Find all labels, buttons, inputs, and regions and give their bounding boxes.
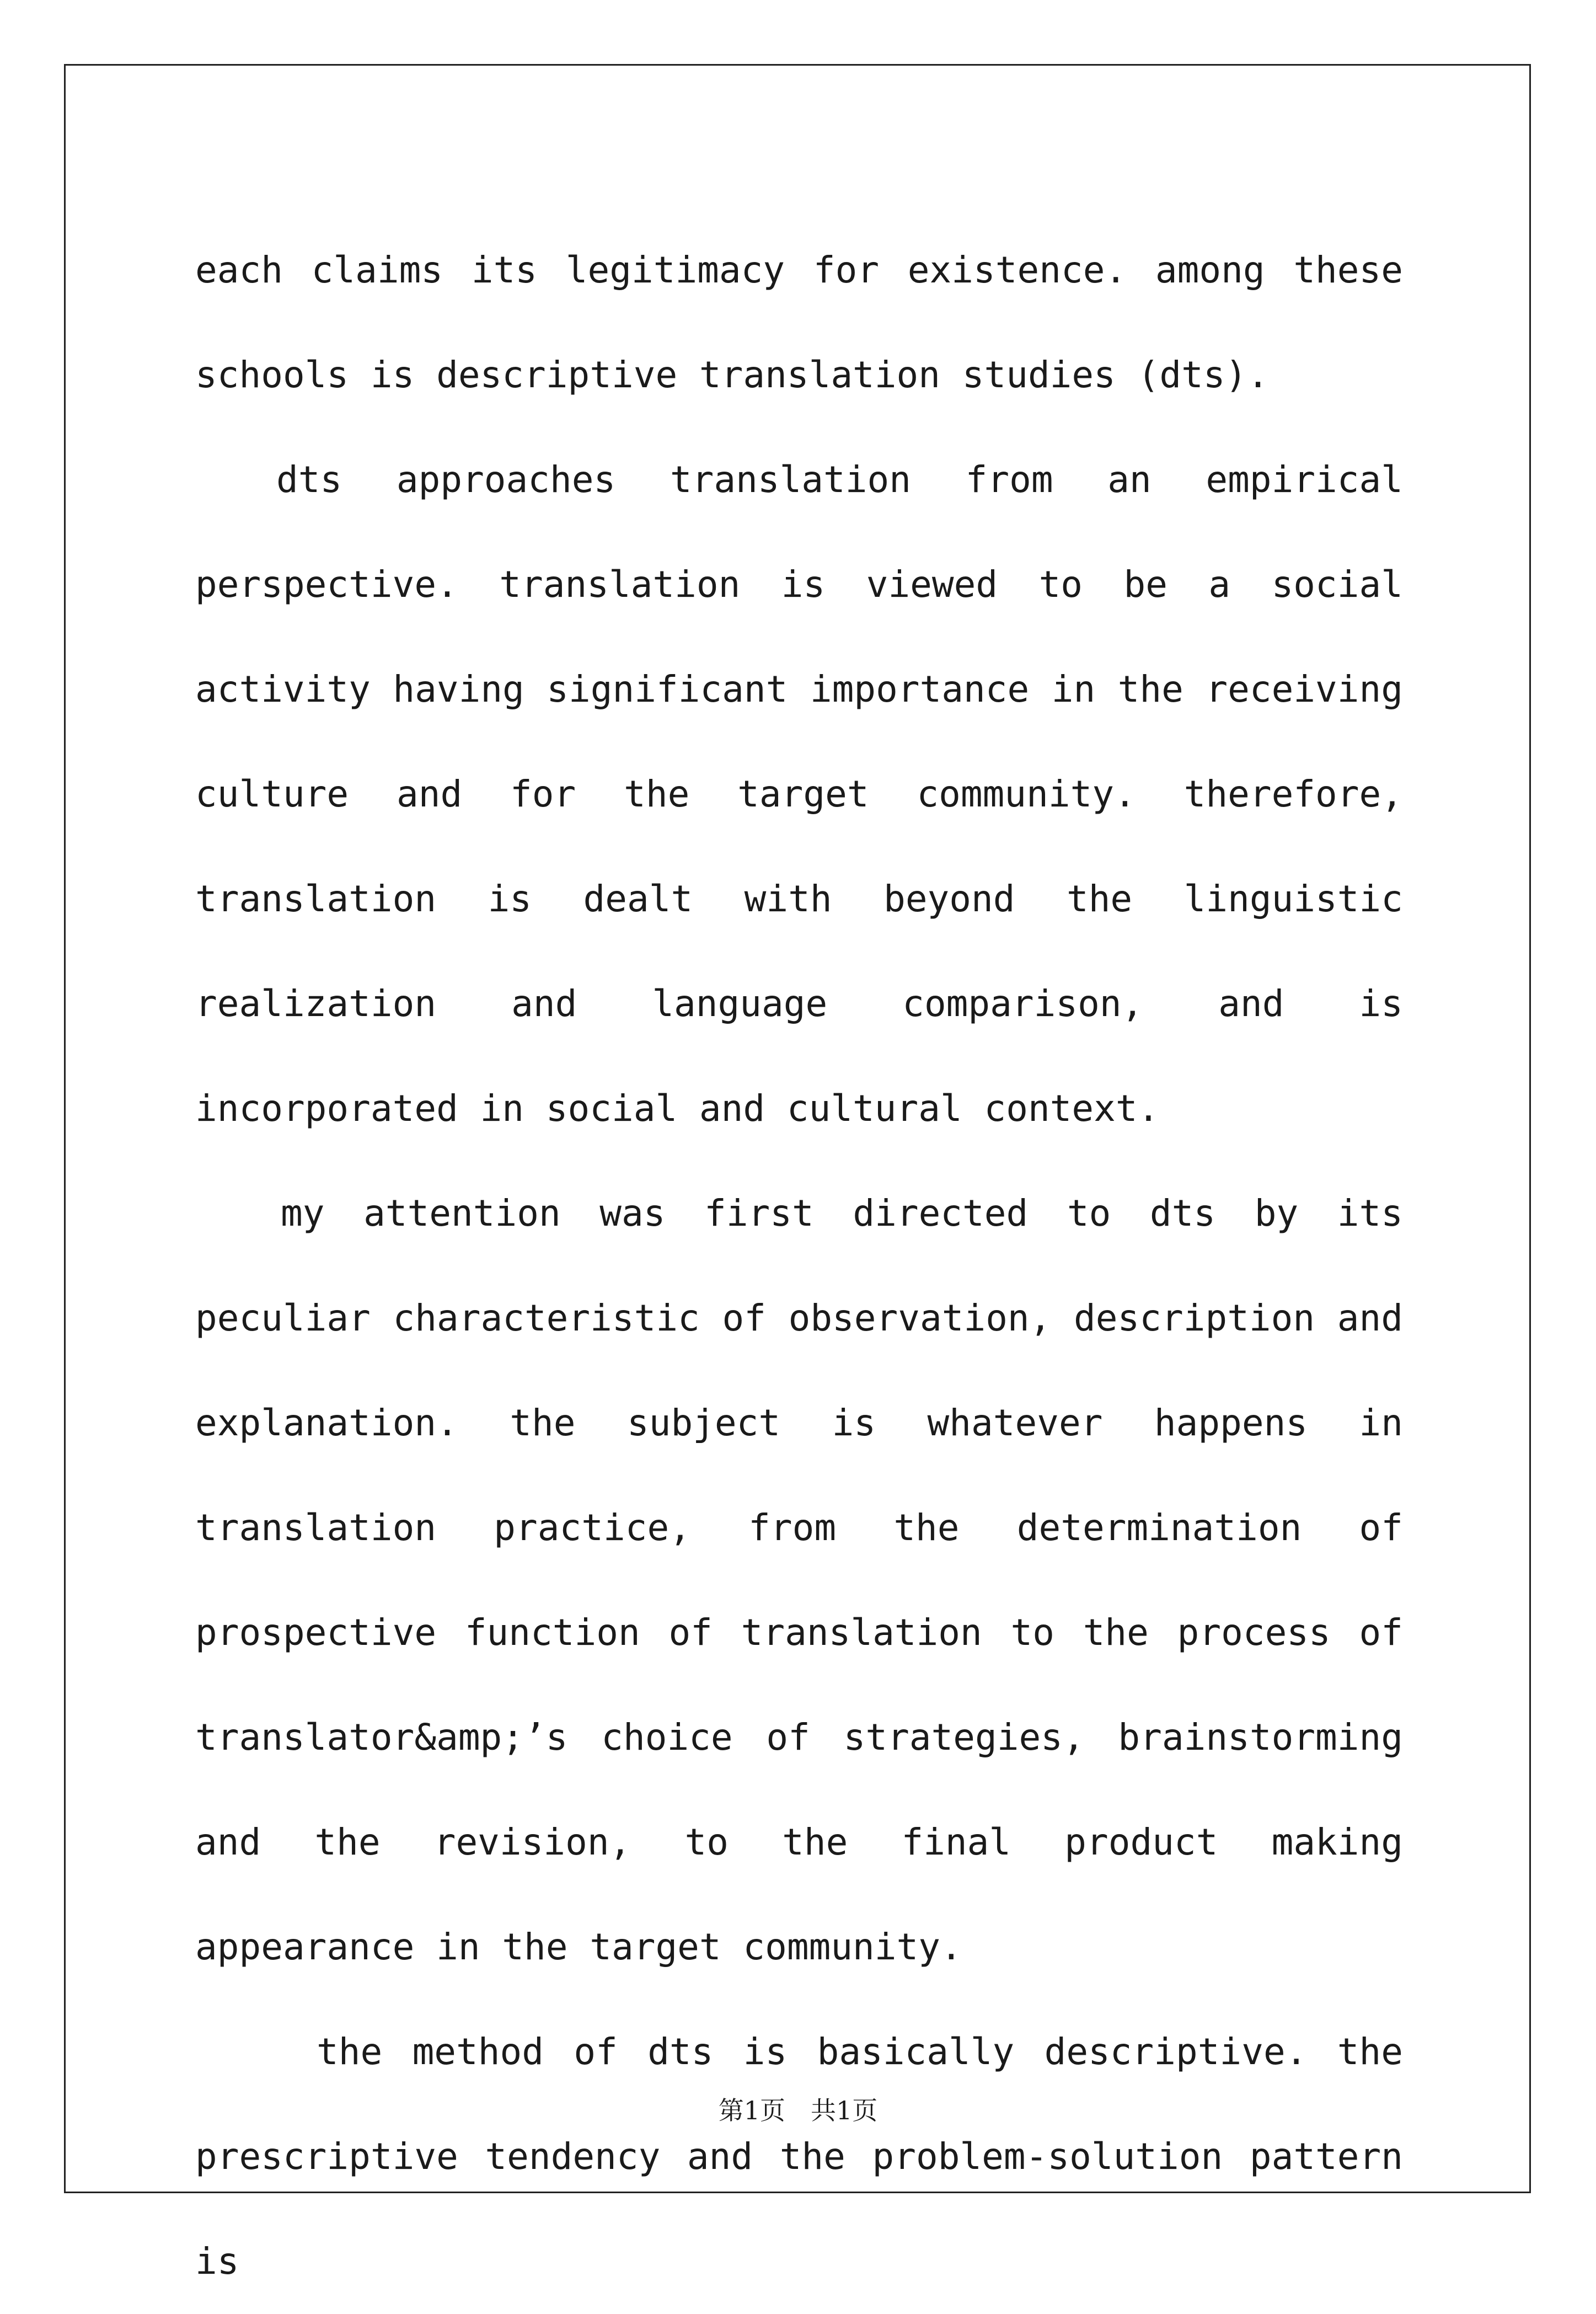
paragraph-1: each claims its legitimacy for existence. among these schools is descriptive translation studies (dts). (195, 249, 1403, 396)
page-footer: 第1页 共1页 (718, 2096, 878, 2125)
paragraph-2: dts approaches translation from an empirical perspective. translation is viewed to be a social activity having significant importance in the receiving culture and for the target community. therefore, translation is dealt with beyond the linguistic realization and language comparison, and is incorporated in social and cultural context. (195, 458, 1403, 1130)
paragraph-3: my attention was first directed to dts by its peculiar characteristic of observation, description and explanation. the subject is whatever happens in translation practice, from the determination of prospective function of translation to the process of translator&amp;’s choice of strategies, brainstorming and the revision, to the final product making appearance in the target community. (195, 1192, 1403, 1968)
document-body (195, 218, 1403, 2314)
paragraph-4: the method of dts is basically descriptive. the prescriptive tendency and the problem-solution pattern is (195, 2030, 1403, 2283)
